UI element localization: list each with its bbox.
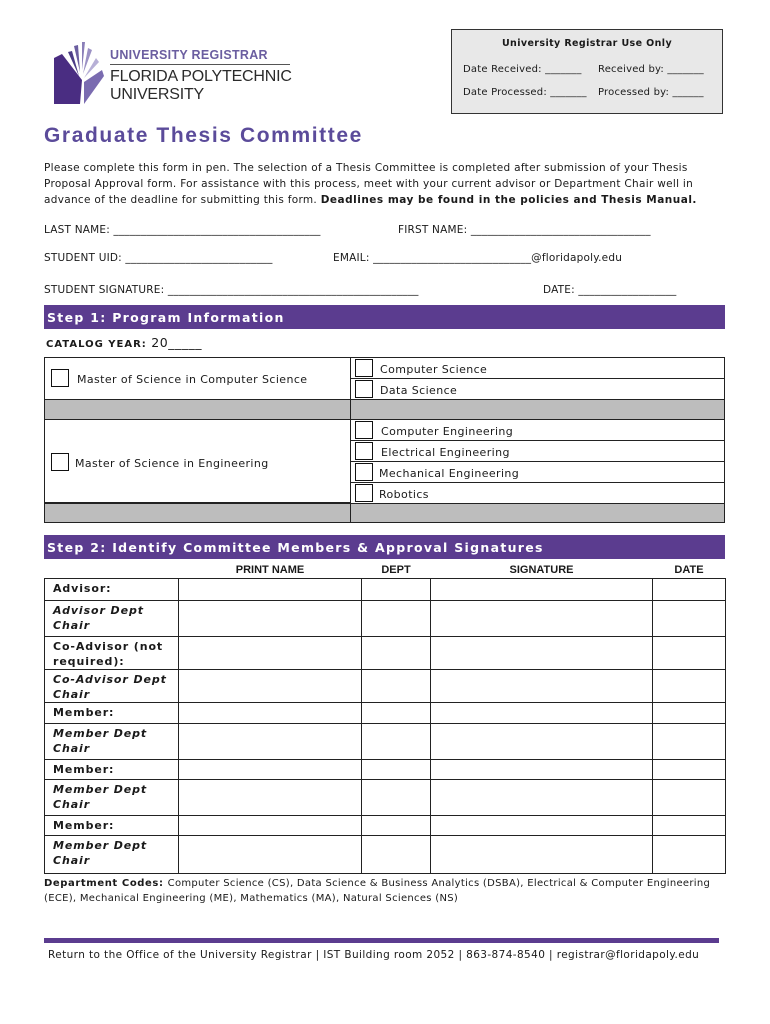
table-row — [45, 636, 726, 669]
dept-cell[interactable] — [362, 723, 431, 759]
role-column-header — [45, 562, 179, 578]
processed-by-field[interactable]: Processed by: ______ — [598, 87, 704, 98]
program-spacer-left-1 — [44, 399, 351, 420]
ms-eng-label: Master of Science in Engineering — [75, 457, 269, 470]
role-label: Advisor Dept Chair — [45, 600, 179, 636]
table-row — [45, 669, 726, 702]
table-row — [45, 600, 726, 636]
table-row — [45, 835, 726, 873]
signature-cell[interactable] — [431, 600, 653, 636]
polytechnic-logo-icon — [52, 40, 108, 106]
logo-line-registrar: UNIVERSITY REGISTRAR — [110, 48, 268, 62]
computer-engineering-label: Computer Engineering — [381, 425, 514, 438]
catalog-year-field[interactable] — [46, 335, 202, 350]
date-processed-field[interactable]: Date Processed: _______ — [463, 87, 587, 98]
table-row — [45, 759, 726, 779]
print-name-cell[interactable] — [179, 600, 362, 636]
dept-cell[interactable] — [362, 702, 431, 723]
print-name-cell[interactable] — [179, 835, 362, 873]
last-name-field[interactable]: LAST NAME: ______________________________________ — [44, 224, 321, 236]
print-name-cell[interactable] — [179, 759, 362, 779]
logo-line-university: UNIVERSITY — [110, 86, 205, 103]
mechanical-engineering-checkbox[interactable] — [355, 463, 373, 481]
email-field[interactable]: EMAIL: _____________________________@floridapoly.edu — [333, 252, 623, 264]
table-row — [45, 779, 726, 815]
program-spacer-left-2 — [44, 503, 351, 523]
catalog-year-value[interactable]: 20_____ — [151, 335, 202, 350]
student-uid-field[interactable]: STUDENT UID: ___________________________ — [44, 252, 273, 264]
role-label: Member Dept Chair — [45, 779, 179, 815]
form-title: Graduate Thesis Committee — [44, 124, 363, 147]
data-science-checkbox[interactable] — [355, 380, 373, 398]
student-signature-field[interactable]: STUDENT SIGNATURE: ______________________________________________ — [44, 284, 419, 296]
logo-divider — [110, 64, 290, 65]
dept-cell[interactable] — [362, 578, 431, 600]
registrar-use-box — [451, 29, 723, 114]
catalog-year-label: CATALOG YEAR: — [46, 339, 152, 350]
signature-cell[interactable] — [431, 779, 653, 815]
computer-engineering-checkbox[interactable] — [355, 421, 373, 439]
date-cell[interactable] — [653, 600, 726, 636]
print-name-cell[interactable] — [179, 723, 362, 759]
electrical-engineering-label: Electrical Engineering — [381, 446, 510, 459]
date-cell[interactable] — [653, 723, 726, 759]
dept-cell[interactable] — [362, 600, 431, 636]
print-name-cell[interactable] — [179, 779, 362, 815]
date-cell[interactable] — [653, 835, 726, 873]
footer-contact: Return to the Office of the University Registrar | IST Building room 2052 | 863-874-8540 | registrar@floridapoly.edu — [48, 949, 700, 961]
signature-column-header: SIGNATURE — [509, 563, 574, 576]
program-spacer-right-1 — [350, 399, 725, 420]
date-cell[interactable] — [653, 779, 726, 815]
signature-cell[interactable] — [431, 835, 653, 873]
committee-table — [44, 562, 726, 874]
print-name-column-header: PRINT NAME — [235, 563, 305, 576]
print-name-cell[interactable] — [179, 702, 362, 723]
step1-header: Step 1: Program Information — [44, 305, 725, 329]
role-label: Member Dept Chair — [45, 723, 179, 759]
dept-cell[interactable] — [362, 815, 431, 835]
step2-header: Step 2: Identify Committee Members & Approval Signatures — [44, 535, 725, 559]
program-spacer-right-2 — [350, 503, 725, 523]
dept-cell[interactable] — [362, 759, 431, 779]
department-codes-text: Computer Science (CS), Data Science & Business Analytics (DSBA), Electrical & Computer Engineering (ECE), Mechanical Engineering (ME), Mathematics (MA), Natural Sciences (NS) — [44, 878, 711, 904]
print-name-cell[interactable] — [179, 815, 362, 835]
date-cell[interactable] — [653, 578, 726, 600]
role-label: Member: — [45, 815, 179, 835]
dept-cell[interactable] — [362, 779, 431, 815]
role-label: Co-Advisor (not required): — [45, 636, 179, 669]
date-column-header: DATE — [674, 563, 704, 576]
student-date-field[interactable]: DATE: __________________ — [543, 284, 677, 296]
date-cell[interactable] — [653, 759, 726, 779]
table-row — [45, 723, 726, 759]
dept-cell[interactable] — [362, 669, 431, 702]
instructions-text: Please complete this form in pen. The selection of a Thesis Committee is completed after submission of your Thesis Proposal Approval form. For assistance with this process, meet with your current advisor or Department Chair well in advance of the deadline for submitting this form. — [44, 162, 694, 206]
footer-divider — [44, 938, 719, 943]
print-name-cell[interactable] — [179, 669, 362, 702]
signature-cell[interactable] — [431, 636, 653, 669]
table-row — [45, 815, 726, 835]
date-cell[interactable] — [653, 702, 726, 723]
role-label: Member: — [45, 759, 179, 779]
signature-cell[interactable] — [431, 815, 653, 835]
instructions-deadline-note: Deadlines may be found in the policies and Thesis Manual. — [320, 194, 697, 206]
committee-table-header — [45, 562, 726, 578]
role-label: Advisor: — [45, 578, 179, 600]
electrical-engineering-checkbox[interactable] — [355, 442, 373, 460]
date-cell[interactable] — [653, 636, 726, 669]
ms-eng-checkbox[interactable] — [51, 453, 69, 471]
date-cell[interactable] — [653, 669, 726, 702]
signature-cell[interactable] — [431, 723, 653, 759]
dept-cell[interactable] — [362, 636, 431, 669]
ms-cs-checkbox[interactable] — [51, 369, 69, 387]
mechanical-engineering-label: Mechanical Engineering — [379, 467, 520, 480]
dept-cell[interactable] — [362, 835, 431, 873]
signature-cell[interactable] — [431, 702, 653, 723]
signature-cell[interactable] — [431, 578, 653, 600]
logo-line-florida-polytechnic: FLORIDA POLYTECHNIC — [110, 68, 292, 85]
computer-science-checkbox[interactable] — [355, 359, 373, 377]
robotics-checkbox[interactable] — [355, 484, 373, 502]
date-cell[interactable] — [653, 815, 726, 835]
signature-cell[interactable] — [431, 669, 653, 702]
role-label: Member Dept Chair — [45, 835, 179, 873]
table-row — [45, 578, 726, 600]
role-label: Member: — [45, 702, 179, 723]
form-instructions — [44, 160, 734, 208]
print-name-cell[interactable] — [179, 636, 362, 669]
computer-science-label: Computer Science — [380, 363, 488, 376]
date-received-field[interactable]: Date Received: _______ — [463, 64, 582, 75]
print-name-cell[interactable] — [179, 578, 362, 600]
signature-cell[interactable] — [431, 759, 653, 779]
registrar-box-title: University Registrar Use Only — [501, 38, 673, 49]
department-codes — [44, 876, 734, 906]
robotics-label: Robotics — [379, 488, 429, 501]
university-logo — [52, 40, 302, 106]
department-codes-label: Department Codes: — [44, 878, 168, 889]
data-science-label: Data Science — [380, 384, 458, 397]
ms-cs-label: Master of Science in Computer Science — [77, 373, 308, 386]
received-by-field[interactable]: Received by: _______ — [598, 64, 704, 75]
role-label: Co-Advisor Dept Chair — [45, 669, 179, 702]
first-name-field[interactable]: FIRST NAME: _________________________________ — [398, 224, 651, 236]
table-row — [45, 702, 726, 723]
dept-column-header: DEPT — [381, 563, 411, 576]
